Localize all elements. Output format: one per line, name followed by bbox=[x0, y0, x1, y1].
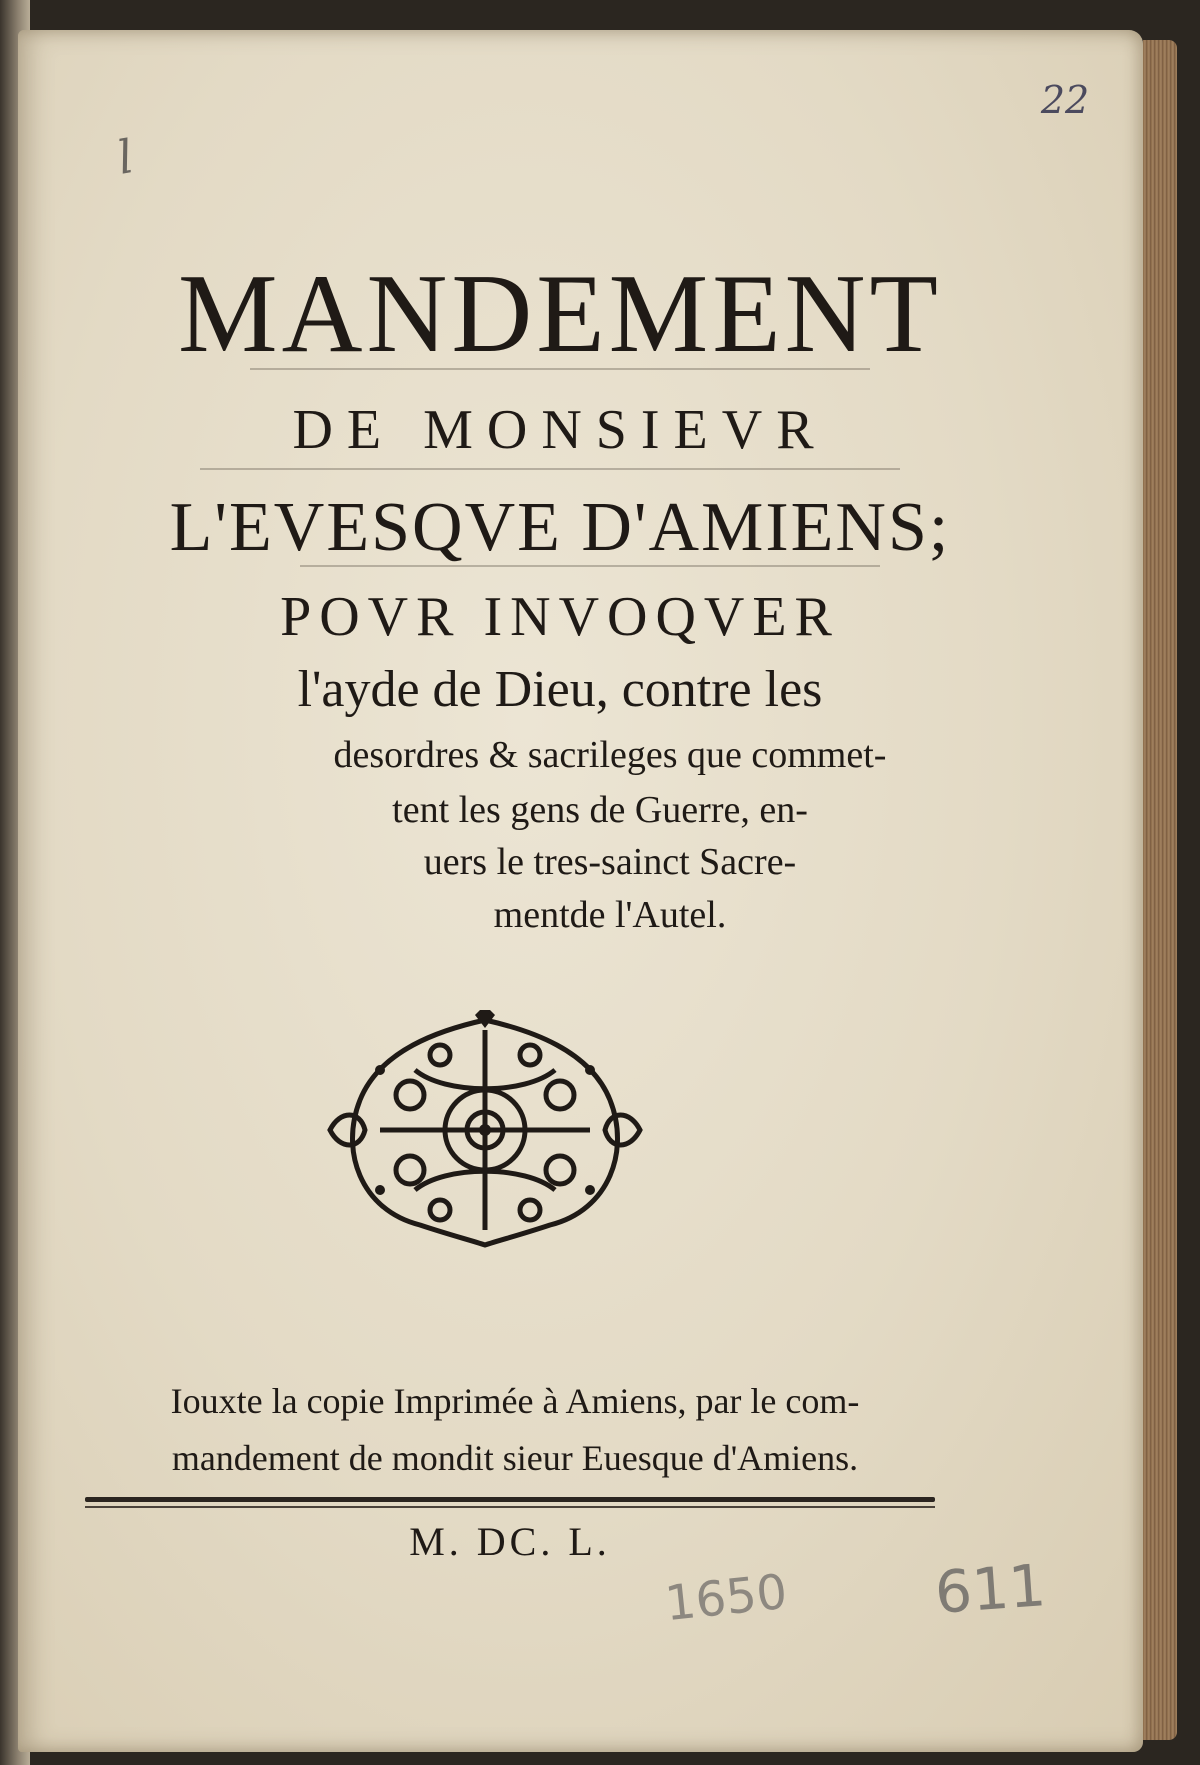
pencil-annotation: l bbox=[113, 129, 138, 185]
title-line-5: l'ayde de Dieu, contre les bbox=[297, 661, 823, 718]
imprint-line-1: Iouxte la copie Imprimée à Amiens, par le com- bbox=[170, 1381, 860, 1421]
title-line-7: tent les gens de Guerre, en- bbox=[392, 789, 808, 831]
title-line-1: MANDEMENT bbox=[178, 252, 942, 376]
imprint-rule-thin bbox=[85, 1506, 935, 1508]
imprint-line-2: mandement de mondit sieur Euesque d'Amiens. bbox=[171, 1438, 859, 1478]
fleuron-ornament-icon bbox=[320, 1010, 650, 1250]
title-line-3: L'EVESQVE D'AMIENS; bbox=[169, 489, 951, 566]
faint-rule bbox=[300, 565, 880, 567]
publication-date: M. DC. L. bbox=[409, 1519, 611, 1564]
title-line-6: desordres & sacrileges que commet- bbox=[333, 734, 887, 776]
folio-number: 22 bbox=[1040, 78, 1090, 122]
page-edges bbox=[1143, 40, 1177, 1740]
imprint-rule bbox=[85, 1497, 935, 1502]
pencil-shelfmark-annotation: 611 bbox=[932, 1551, 1048, 1627]
title-line-8: uers le tres-sainct Sacre- bbox=[423, 841, 797, 883]
faint-rule bbox=[250, 368, 870, 370]
title-line-4: POVR INVOQVER bbox=[280, 586, 840, 648]
faint-rule bbox=[200, 468, 900, 470]
title-line-2: DE MONSIEVR bbox=[292, 399, 828, 461]
title-line-9: mentde l'Autel. bbox=[493, 894, 727, 936]
pencil-year-annotation: 1650 bbox=[662, 1563, 790, 1633]
